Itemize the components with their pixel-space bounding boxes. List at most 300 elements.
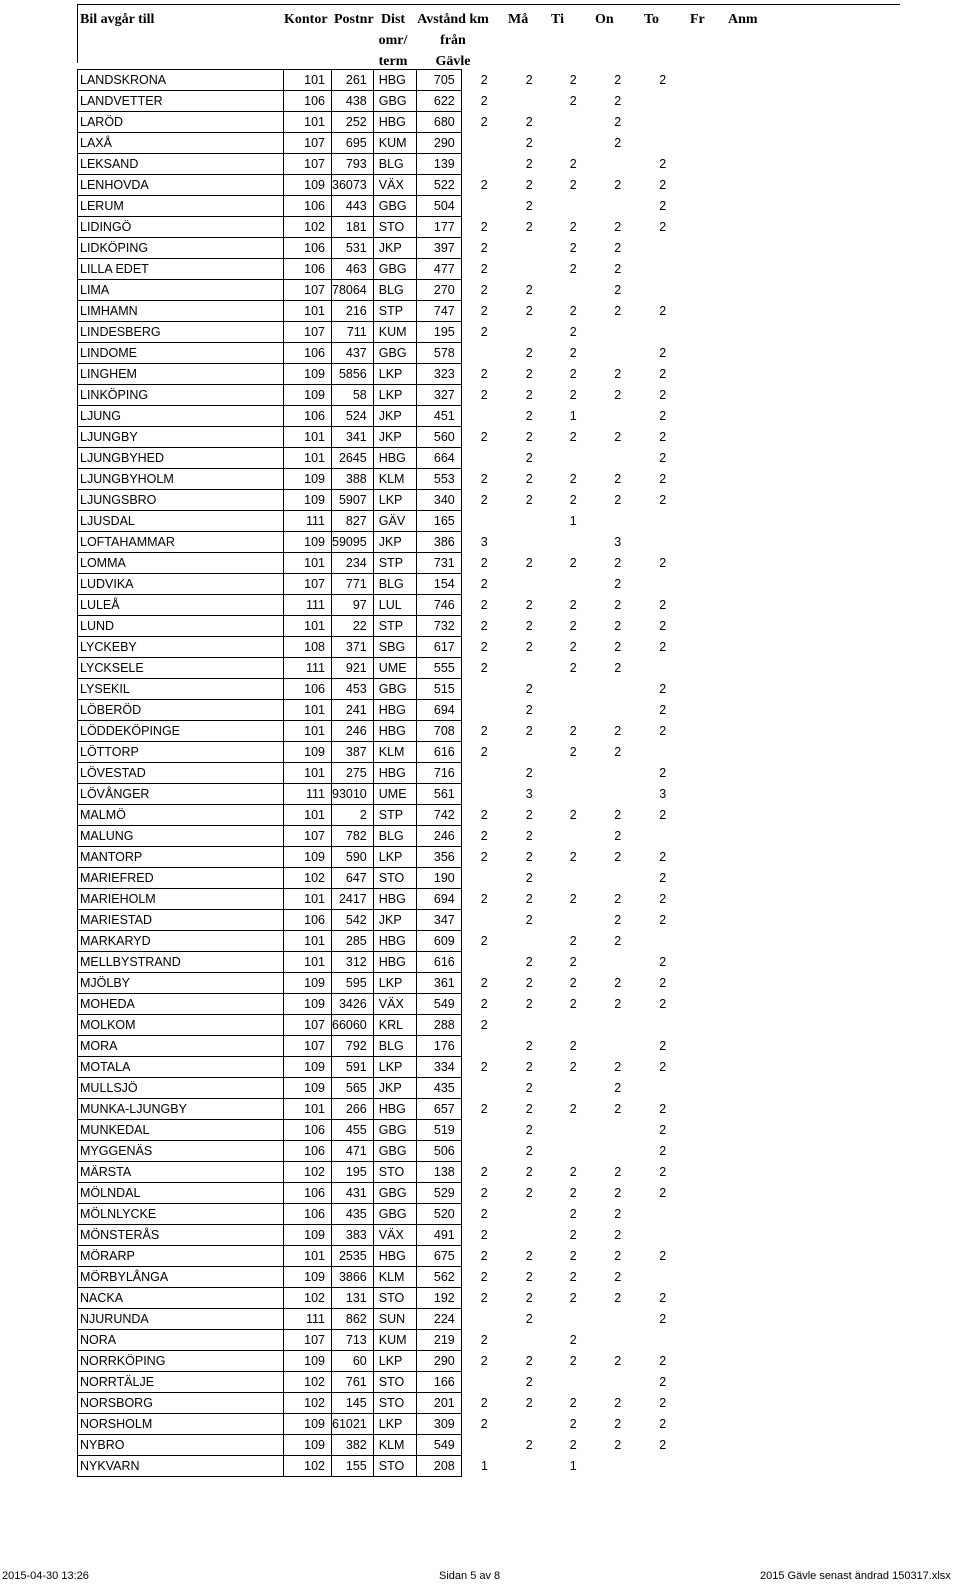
- monday-cell: 2: [480, 850, 488, 864]
- table-row: [78, 196, 686, 217]
- office-cell: 106: [284, 679, 332, 700]
- friday-cell: [640, 742, 685, 763]
- destination-cell: MELLBYSTRAND: [78, 952, 284, 973]
- destination-cell: LERUM: [78, 196, 284, 217]
- table-row: [78, 574, 686, 595]
- destination-cell: LINDOME: [78, 343, 284, 364]
- friday-cell: [640, 1015, 685, 1036]
- distance-cell: 195: [416, 322, 461, 343]
- distance-cell: 609: [416, 931, 461, 952]
- postnr-cell: 312: [332, 952, 374, 973]
- wednesday-cell: 2: [569, 304, 577, 318]
- postnr-cell: 453: [332, 679, 374, 700]
- tuesday-cell: 2: [525, 997, 533, 1011]
- friday-cell: 2: [659, 304, 667, 318]
- route-table: [77, 69, 686, 1477]
- friday-cell: [640, 91, 685, 112]
- office-cell: 106: [284, 1141, 332, 1162]
- table-row: [78, 637, 686, 658]
- friday-cell: 2: [659, 703, 667, 717]
- postnr-cell: 2645: [332, 448, 374, 469]
- postnr-cell: 36073: [332, 175, 374, 196]
- thursday-cell: [595, 763, 640, 784]
- table-row: [78, 784, 686, 805]
- thursday-cell: 2: [614, 892, 622, 906]
- postnr-cell: 711: [332, 322, 374, 343]
- wednesday-cell: 2: [569, 346, 577, 360]
- office-cell: 106: [284, 91, 332, 112]
- wednesday-cell: [551, 826, 595, 847]
- office-cell: 106: [284, 259, 332, 280]
- tuesday-cell: 2: [525, 619, 533, 633]
- wednesday-cell: 2: [569, 1333, 577, 1347]
- monday-cell: [461, 952, 507, 973]
- thursday-cell: [595, 679, 640, 700]
- monday-cell: [461, 1372, 507, 1393]
- table-row: [78, 553, 686, 574]
- distance-cell: 386: [416, 532, 461, 553]
- friday-cell: 2: [659, 1354, 667, 1368]
- wednesday-cell: [551, 1372, 595, 1393]
- postnr-cell: 438: [332, 91, 374, 112]
- thursday-cell: 2: [614, 556, 622, 570]
- monday-cell: 2: [480, 619, 488, 633]
- postnr-cell: 387: [332, 742, 374, 763]
- thursday-cell: 2: [614, 430, 622, 444]
- monday-cell: 2: [480, 94, 488, 108]
- monday-cell: [461, 1141, 507, 1162]
- tuesday-cell: 2: [525, 304, 533, 318]
- office-cell: 107: [284, 280, 332, 301]
- destination-cell: MORA: [78, 1036, 284, 1057]
- friday-cell: [640, 1456, 685, 1477]
- office-cell: 101: [284, 616, 332, 637]
- table-row: [78, 70, 686, 91]
- tuesday-cell: 2: [525, 1039, 533, 1053]
- distance-cell: 477: [416, 259, 461, 280]
- distance-cell: 361: [416, 973, 461, 994]
- office-cell: 109: [284, 1351, 332, 1372]
- wednesday-cell: 2: [569, 1438, 577, 1452]
- district-cell: JKP: [373, 406, 416, 427]
- monday-cell: 2: [480, 1417, 488, 1431]
- monday-cell: 2: [480, 1018, 488, 1032]
- wednesday-cell: 1: [569, 514, 577, 528]
- table-row: [78, 763, 686, 784]
- destination-cell: NJURUNDA: [78, 1309, 284, 1330]
- table-row: [78, 112, 686, 133]
- office-cell: 106: [284, 910, 332, 931]
- tuesday-cell: 2: [525, 73, 533, 87]
- friday-cell: 2: [659, 388, 667, 402]
- friday-cell: [640, 931, 685, 952]
- friday-cell: 2: [659, 1144, 667, 1158]
- friday-cell: [640, 1330, 685, 1351]
- tuesday-cell: [507, 1015, 551, 1036]
- monday-cell: [461, 700, 507, 721]
- table-row: [78, 427, 686, 448]
- thursday-cell: [595, 322, 640, 343]
- wednesday-cell: [551, 1078, 595, 1099]
- wednesday-cell: [551, 1141, 595, 1162]
- table-row: [78, 1288, 686, 1309]
- thursday-cell: 2: [614, 1396, 622, 1410]
- district-cell: LKP: [373, 364, 416, 385]
- tuesday-cell: 2: [525, 493, 533, 507]
- table-row: [78, 301, 686, 322]
- office-cell: 101: [284, 763, 332, 784]
- distance-cell: 290: [416, 1351, 461, 1372]
- district-cell: HBG: [373, 763, 416, 784]
- postnr-cell: 261: [332, 70, 374, 91]
- thursday-cell: 2: [614, 577, 622, 591]
- table-row: [78, 1057, 686, 1078]
- monday-cell: 2: [480, 262, 488, 276]
- monday-cell: [461, 1078, 507, 1099]
- district-cell: STO: [373, 1372, 416, 1393]
- postnr-cell: 58: [332, 385, 374, 406]
- table-row: [78, 1267, 686, 1288]
- table-row: [78, 448, 686, 469]
- district-cell: SBG: [373, 637, 416, 658]
- monday-cell: 2: [480, 997, 488, 1011]
- wednesday-cell: 2: [569, 388, 577, 402]
- postnr-cell: 246: [332, 721, 374, 742]
- postnr-cell: 565: [332, 1078, 374, 1099]
- office-cell: 101: [284, 70, 332, 91]
- district-cell: HBG: [373, 931, 416, 952]
- thursday-cell: 2: [614, 115, 622, 129]
- friday-cell: 2: [659, 640, 667, 654]
- monday-cell: 2: [480, 241, 488, 255]
- thursday-cell: 2: [614, 283, 622, 297]
- distance-cell: 165: [416, 511, 461, 532]
- table-row: [78, 994, 686, 1015]
- district-cell: LKP: [373, 847, 416, 868]
- postnr-cell: 59095: [332, 532, 374, 553]
- district-cell: VÄX: [373, 175, 416, 196]
- friday-cell: 2: [659, 367, 667, 381]
- distance-cell: 747: [416, 301, 461, 322]
- wednesday-cell: 2: [569, 367, 577, 381]
- district-cell: STP: [373, 616, 416, 637]
- wednesday-cell: 2: [569, 640, 577, 654]
- thursday-cell: 2: [614, 73, 622, 87]
- wednesday-cell: [551, 700, 595, 721]
- tuesday-cell: 2: [525, 1165, 533, 1179]
- district-cell: BLG: [373, 826, 416, 847]
- office-cell: 111: [284, 511, 332, 532]
- friday-cell: [640, 238, 685, 259]
- monday-cell: 2: [480, 220, 488, 234]
- wednesday-cell: 2: [569, 1270, 577, 1284]
- wednesday-cell: [551, 133, 595, 154]
- friday-cell: 2: [659, 1102, 667, 1116]
- destination-cell: MANTORP: [78, 847, 284, 868]
- monday-cell: [461, 511, 507, 532]
- destination-cell: LJUNGSBRO: [78, 490, 284, 511]
- office-cell: 101: [284, 721, 332, 742]
- friday-cell: [640, 322, 685, 343]
- destination-cell: MULLSJÖ: [78, 1078, 284, 1099]
- destination-cell: MYGGENÄS: [78, 1141, 284, 1162]
- distance-cell: 327: [416, 385, 461, 406]
- tuesday-cell: [507, 1414, 551, 1435]
- thursday-cell: 2: [614, 1438, 622, 1452]
- distance-cell: 519: [416, 1120, 461, 1141]
- friday-cell: 3: [659, 787, 667, 801]
- office-cell: 101: [284, 448, 332, 469]
- table-row: [78, 595, 686, 616]
- distance-cell: 705: [416, 70, 461, 91]
- postnr-cell: 97: [332, 595, 374, 616]
- wednesday-cell: 2: [569, 178, 577, 192]
- postnr-cell: 647: [332, 868, 374, 889]
- district-cell: BLG: [373, 280, 416, 301]
- office-cell: 102: [284, 217, 332, 238]
- destination-cell: LAXÅ: [78, 133, 284, 154]
- wednesday-cell: 2: [569, 157, 577, 171]
- office-cell: 101: [284, 931, 332, 952]
- distance-cell: 270: [416, 280, 461, 301]
- postnr-cell: 234: [332, 553, 374, 574]
- wednesday-cell: 2: [569, 1417, 577, 1431]
- distance-cell: 622: [416, 91, 461, 112]
- thursday-cell: 2: [614, 388, 622, 402]
- thursday-cell: 2: [614, 829, 622, 843]
- header-distance-line3: Gävle: [435, 54, 471, 69]
- table-row: [78, 1435, 686, 1456]
- table-row: [78, 721, 686, 742]
- tuesday-cell: [507, 1225, 551, 1246]
- postnr-cell: 388: [332, 469, 374, 490]
- office-cell: 111: [284, 784, 332, 805]
- table-row: [78, 742, 686, 763]
- friday-cell: [640, 511, 685, 532]
- distance-cell: 578: [416, 343, 461, 364]
- destination-cell: LÖDDEKÖPINGE: [78, 721, 284, 742]
- distance-cell: 192: [416, 1288, 461, 1309]
- tuesday-cell: 2: [525, 955, 533, 969]
- office-cell: 101: [284, 952, 332, 973]
- district-cell: UME: [373, 658, 416, 679]
- distance-cell: 154: [416, 574, 461, 595]
- district-cell: HBG: [373, 112, 416, 133]
- destination-cell: MARIEHOLM: [78, 889, 284, 910]
- wednesday-cell: [551, 112, 595, 133]
- office-cell: 109: [284, 1225, 332, 1246]
- office-cell: 109: [284, 1414, 332, 1435]
- wednesday-cell: 2: [569, 472, 577, 486]
- tuesday-cell: 2: [525, 1354, 533, 1368]
- tuesday-cell: 2: [525, 1270, 533, 1284]
- thursday-cell: 2: [614, 934, 622, 948]
- postnr-cell: 383: [332, 1225, 374, 1246]
- monday-cell: 2: [480, 493, 488, 507]
- monday-cell: 2: [480, 640, 488, 654]
- thursday-cell: 2: [614, 1228, 622, 1242]
- thursday-cell: 2: [614, 1270, 622, 1284]
- thursday-cell: [595, 406, 640, 427]
- tuesday-cell: 2: [525, 1396, 533, 1410]
- district-cell: KRL: [373, 1015, 416, 1036]
- wednesday-cell: 2: [569, 493, 577, 507]
- distance-cell: 616: [416, 742, 461, 763]
- destination-cell: MÄRSTA: [78, 1162, 284, 1183]
- wednesday-cell: 2: [569, 934, 577, 948]
- tuesday-cell: 2: [525, 472, 533, 486]
- tuesday-cell: 2: [525, 1060, 533, 1074]
- thursday-cell: 2: [614, 136, 622, 150]
- postnr-cell: 542: [332, 910, 374, 931]
- table-row: [78, 973, 686, 994]
- friday-cell: 2: [659, 892, 667, 906]
- destination-cell: LYSEKIL: [78, 679, 284, 700]
- thursday-cell: [595, 1372, 640, 1393]
- table-row: [78, 1393, 686, 1414]
- wednesday-cell: 2: [569, 556, 577, 570]
- table-row: [78, 364, 686, 385]
- footer-page-number: Sidan 5 av 8: [439, 1570, 501, 1582]
- district-cell: LUL: [373, 595, 416, 616]
- distance-cell: 617: [416, 637, 461, 658]
- distance-cell: 323: [416, 364, 461, 385]
- friday-cell: [640, 1204, 685, 1225]
- header-office: Kontor: [284, 12, 328, 27]
- district-cell: LKP: [373, 1057, 416, 1078]
- monday-cell: 2: [480, 1207, 488, 1221]
- district-cell: JKP: [373, 910, 416, 931]
- friday-cell: [640, 259, 685, 280]
- distance-cell: 356: [416, 847, 461, 868]
- header-distance-line1: Avstånd km: [417, 12, 489, 27]
- thursday-cell: [595, 784, 640, 805]
- friday-cell: [640, 1267, 685, 1288]
- wednesday-cell: 2: [569, 1354, 577, 1368]
- thursday-cell: 2: [614, 1207, 622, 1221]
- tuesday-cell: 2: [525, 1312, 533, 1326]
- header-district-line3: term: [378, 54, 408, 69]
- wednesday-cell: 2: [569, 997, 577, 1011]
- destination-cell: LOFTAHAMMAR: [78, 532, 284, 553]
- distance-cell: 334: [416, 1057, 461, 1078]
- friday-cell: 2: [659, 409, 667, 423]
- friday-cell: 2: [659, 472, 667, 486]
- table-row: [78, 1225, 686, 1246]
- distance-cell: 549: [416, 994, 461, 1015]
- friday-cell: 2: [659, 1123, 667, 1137]
- thursday-cell: [595, 1309, 640, 1330]
- destination-cell: MUNKA-LJUNGBY: [78, 1099, 284, 1120]
- monday-cell: 2: [480, 598, 488, 612]
- office-cell: 102: [284, 868, 332, 889]
- district-cell: HBG: [373, 448, 416, 469]
- header-tuesday: Ti: [551, 12, 564, 27]
- distance-cell: 657: [416, 1099, 461, 1120]
- monday-cell: 2: [480, 430, 488, 444]
- thursday-cell: 2: [614, 976, 622, 990]
- friday-cell: 2: [659, 1312, 667, 1326]
- destination-cell: NORA: [78, 1330, 284, 1351]
- wednesday-cell: [551, 868, 595, 889]
- destination-cell: MÖLNLYCKE: [78, 1204, 284, 1225]
- postnr-cell: 5907: [332, 490, 374, 511]
- tuesday-cell: 2: [525, 1123, 533, 1137]
- wednesday-cell: [551, 1309, 595, 1330]
- distance-cell: 219: [416, 1330, 461, 1351]
- postnr-cell: 463: [332, 259, 374, 280]
- friday-cell: 2: [659, 1291, 667, 1305]
- thursday-cell: 2: [614, 1186, 622, 1200]
- destination-cell: MUNKEDAL: [78, 1120, 284, 1141]
- destination-cell: LÖVÅNGER: [78, 784, 284, 805]
- friday-cell: 2: [659, 682, 667, 696]
- thursday-cell: [595, 1456, 640, 1477]
- thursday-cell: 2: [614, 1081, 622, 1095]
- friday-cell: 2: [659, 178, 667, 192]
- distance-cell: 675: [416, 1246, 461, 1267]
- district-cell: JKP: [373, 427, 416, 448]
- destination-cell: NORSBORG: [78, 1393, 284, 1414]
- district-cell: LKP: [373, 1351, 416, 1372]
- district-cell: SUN: [373, 1309, 416, 1330]
- table-row: [78, 1120, 686, 1141]
- tuesday-cell: 2: [525, 766, 533, 780]
- postnr-cell: 22: [332, 616, 374, 637]
- postnr-cell: 792: [332, 1036, 374, 1057]
- wednesday-cell: 2: [569, 1102, 577, 1116]
- friday-cell: 2: [659, 871, 667, 885]
- distance-cell: 504: [416, 196, 461, 217]
- destination-cell: LINGHEM: [78, 364, 284, 385]
- tuesday-cell: 3: [525, 787, 533, 801]
- district-cell: STP: [373, 553, 416, 574]
- table-row: [78, 343, 686, 364]
- header-district-line2: omr/: [378, 33, 408, 48]
- office-cell: 109: [284, 490, 332, 511]
- wednesday-cell: 1: [569, 1459, 577, 1473]
- friday-cell: 2: [659, 598, 667, 612]
- monday-cell: 2: [480, 367, 488, 381]
- office-cell: 102: [284, 1456, 332, 1477]
- wednesday-cell: [551, 763, 595, 784]
- distance-cell: 664: [416, 448, 461, 469]
- wednesday-cell: 2: [569, 745, 577, 759]
- postnr-cell: 524: [332, 406, 374, 427]
- postnr-cell: 60: [332, 1351, 374, 1372]
- tuesday-cell: [507, 322, 551, 343]
- destination-cell: LIMHAMN: [78, 301, 284, 322]
- office-cell: 109: [284, 385, 332, 406]
- friday-cell: 2: [659, 619, 667, 633]
- monday-cell: [461, 343, 507, 364]
- table-row: [78, 826, 686, 847]
- thursday-cell: 2: [614, 94, 622, 108]
- monday-cell: [461, 910, 507, 931]
- wednesday-cell: 2: [569, 1228, 577, 1242]
- table-row: [78, 931, 686, 952]
- monday-cell: [461, 679, 507, 700]
- office-cell: 101: [284, 1246, 332, 1267]
- destination-cell: LANDVETTER: [78, 91, 284, 112]
- monday-cell: 2: [480, 1060, 488, 1074]
- tuesday-cell: [507, 91, 551, 112]
- postnr-cell: 241: [332, 700, 374, 721]
- office-cell: 109: [284, 1435, 332, 1456]
- monday-cell: 2: [480, 829, 488, 843]
- thursday-cell: 2: [614, 1354, 622, 1368]
- postnr-cell: 3426: [332, 994, 374, 1015]
